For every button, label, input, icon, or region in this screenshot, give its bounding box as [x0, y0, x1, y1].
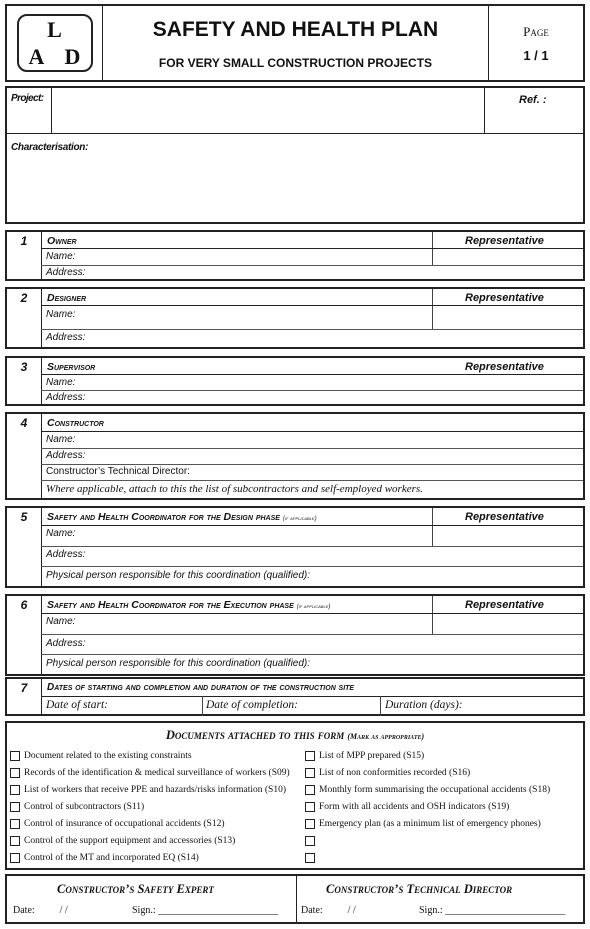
address-field[interactable]: Address: [46, 450, 86, 461]
checkbox[interactable] [10, 802, 20, 812]
page-cell [489, 6, 583, 80]
responsible-person-field[interactable]: Physical person responsible for this coordination (qualified): [46, 658, 311, 669]
title-cell [103, 6, 489, 80]
technical-director-field[interactable]: Constructor’s Technical Director: [46, 466, 190, 477]
section-number: 2 [20, 291, 28, 305]
section-execution-coordinator [5, 594, 585, 676]
doc-checkbox-item[interactable]: Records of the identification & medical surveillance of workers (S09) [10, 768, 290, 778]
section-design-coordinator [5, 506, 585, 588]
section-designer [5, 287, 585, 349]
section-number: 4 [20, 416, 28, 430]
responsible-person-field[interactable]: Physical person responsible for this coordination (qualified): [46, 570, 311, 581]
section-number: 7 [20, 681, 28, 695]
date-of-start-field[interactable]: Date of start: [46, 699, 108, 711]
checkbox[interactable] [305, 785, 315, 795]
doc-checkbox-item[interactable]: Monthly form summarising the occupational accidents (S18) [305, 785, 550, 795]
project-block [5, 86, 585, 224]
checkbox[interactable] [305, 836, 315, 846]
section-title: Supervisor [47, 361, 96, 373]
representative-label: Representative [465, 511, 544, 523]
doc-checkbox-item-blank[interactable] [305, 836, 319, 846]
name-field[interactable]: Name: [46, 377, 76, 388]
address-field[interactable]: Address: [46, 638, 86, 649]
subcontractors-note: Where applicable, attach to this the list of subcontractors and self-employed workers. [46, 483, 423, 495]
representative-label: Representative [465, 599, 544, 611]
form-header [5, 4, 585, 82]
name-field[interactable]: Name: [46, 251, 76, 262]
section-supervisor [5, 356, 585, 406]
checkbox[interactable] [10, 836, 20, 846]
section-title: Owner [47, 235, 77, 247]
representative-label: Representative [465, 292, 544, 304]
form-subtitle: FOR VERY SMALL CONSTRUCTION PROJECTS [158, 56, 433, 70]
checkbox[interactable] [305, 819, 315, 829]
checkbox[interactable] [10, 785, 20, 795]
safety-expert-signature[interactable]: Sign.: ________________________ [132, 905, 279, 916]
section-owner [5, 230, 585, 281]
safety-expert-title: Constructor’s Safety Expert [57, 882, 214, 896]
section-title: Dates of starting and completion and duration of the construction site [47, 682, 355, 693]
checkbox[interactable] [10, 768, 20, 778]
date-of-completion-field[interactable]: Date of completion: [206, 699, 298, 711]
documents-attached [5, 721, 585, 870]
name-field[interactable]: Name: [46, 528, 76, 539]
section-dates [5, 677, 585, 716]
section-number: 1 [20, 234, 28, 248]
characterisation-label: Characterisation: [11, 142, 89, 153]
doc-checkbox-item[interactable]: Form with all accidents and OSH indicators (S19) [305, 802, 509, 812]
page-label: Page [523, 23, 549, 39]
project-row [7, 88, 583, 134]
doc-checkbox-item[interactable]: Control of the MT and incorporated EQ (S14) [10, 853, 199, 863]
doc-checkbox-item[interactable]: Emergency plan (as a minimum list of emergency phones) [305, 819, 541, 829]
section-title: Designer [47, 292, 87, 304]
section-constructor [5, 412, 585, 500]
safety-expert-date[interactable]: Date: / / [13, 905, 68, 916]
doc-checkbox-item[interactable]: Control of insurance of occupational accidents (S12) [10, 819, 225, 829]
duration-field[interactable]: Duration (days): [385, 699, 463, 711]
representative-label: Representative [465, 361, 544, 373]
logo-cell [7, 6, 103, 80]
address-field[interactable]: Address: [46, 332, 86, 343]
documents-title: Documents attached to this form (Mark as appropriate) [165, 728, 425, 742]
checkbox[interactable] [305, 751, 315, 761]
section-title: Constructor [47, 417, 104, 429]
signature-block [5, 874, 585, 924]
representative-label: Representative [465, 235, 544, 247]
address-field[interactable]: Address: [46, 392, 86, 403]
doc-checkbox-item[interactable]: Control of subcontractors (S11) [10, 802, 144, 812]
ref-label: Ref. : [519, 94, 547, 106]
form-title: SAFETY AND HEALTH PLAN [152, 18, 439, 41]
technical-director-title: Constructor’s Technical Director [326, 882, 513, 896]
doc-checkbox-item[interactable]: List of MPP prepared (S15) [305, 751, 424, 761]
doc-checkbox-item[interactable]: List of non conformities recorded (S16) [305, 768, 470, 778]
checkbox[interactable] [10, 853, 20, 863]
page-number: 1 / 1 [523, 47, 549, 63]
checkbox[interactable] [10, 819, 20, 829]
section-number: 6 [20, 598, 28, 612]
section-number: 3 [20, 360, 28, 374]
doc-checkbox-item[interactable]: Control of the support equipment and accessories (S13) [10, 836, 235, 846]
project-label: Project: [11, 93, 44, 104]
technical-director-signature[interactable]: Sign.: ________________________ [419, 905, 566, 916]
name-field[interactable]: Name: [46, 309, 76, 320]
address-field[interactable]: Address: [46, 267, 86, 278]
section-title: Safety and Health Coordinator for the Execution phase (if applicable) [47, 599, 331, 611]
name-field[interactable]: Name: [46, 434, 76, 445]
checkbox[interactable] [305, 768, 315, 778]
checkbox[interactable] [305, 802, 315, 812]
section-title: Safety and Health Coordinator for the Design phase (if applicable) [47, 511, 317, 523]
doc-checkbox-item-blank[interactable] [305, 853, 319, 863]
name-field[interactable]: Name: [46, 616, 76, 627]
address-field[interactable]: Address: [46, 549, 86, 560]
section-number: 5 [20, 510, 28, 524]
company-logo: L A D [17, 14, 93, 72]
doc-checkbox-item[interactable]: List of workers that receive PPE and hazards/risks information (S10) [10, 785, 286, 795]
technical-director-date[interactable]: Date: / / [301, 905, 356, 916]
checkbox[interactable] [10, 751, 20, 761]
checkbox[interactable] [305, 853, 315, 863]
doc-checkbox-item[interactable]: Document related to the existing constraints [10, 751, 192, 761]
